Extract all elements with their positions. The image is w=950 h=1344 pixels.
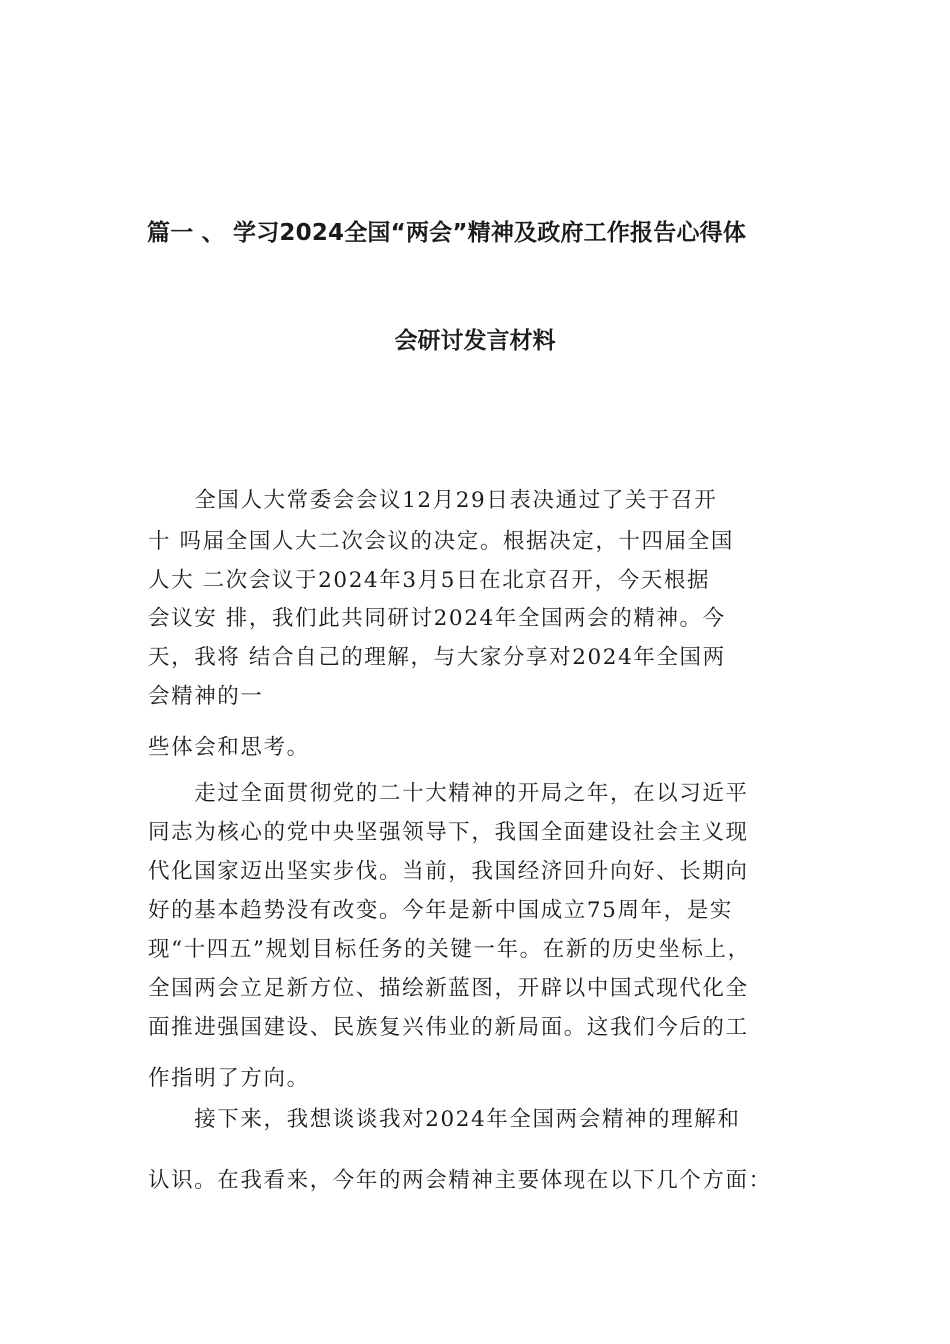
body-line: 会精神的一	[148, 684, 264, 709]
body-line: 天，我将 结合自己的理解，与大家分享对2024年全国两	[148, 645, 726, 670]
document-subtitle: 会研讨发言材料	[394, 328, 556, 354]
body-line: 好的基本趋势没有改变。今年是新中国成立75周年，是实	[148, 898, 733, 923]
body-line: 现“十四五”规划目标任务的关键一年。在新的历史坐标上，	[148, 937, 751, 962]
body-line: 代化国家迈出坚实步伐。当前，我国经济回升向好、长期向	[148, 859, 749, 884]
body-line: 全国两会立足新方位、描绘新蓝图，开辟以中国式现代化全	[148, 976, 749, 1001]
body-line: 十 吗届全国人大二次会议的决定。根据决定，十四届全国	[148, 529, 734, 554]
body-line: 全国人大常委会会议12月29日表决通过了关于召开	[148, 488, 718, 513]
body-line: 同志为核心的党中央坚强领导下，我国全面建设社会主义现	[148, 820, 749, 845]
body-line: 作指明了方向。	[148, 1066, 310, 1091]
body-line: 走过全面贯彻党的二十大精神的开局之年，在以习近平	[148, 781, 749, 806]
body-line: 人大 二次会议于2024年3月5日在北京召开，今天根据	[148, 568, 711, 593]
body-line: 接下来，我想谈谈我对2024年全国两会精神的理解和	[148, 1107, 741, 1132]
body-line: 会议安 排，我们此共同研讨2024年全国两会的精神。今	[148, 606, 726, 631]
body-line: 面推进强国建设、民族复兴伟业的新局面。这我们今后的工	[148, 1015, 749, 1040]
body-line: 认识。在我看来，今年的两会精神主要体现在以下几个方面：	[148, 1168, 772, 1193]
body-line: 些体会和思考。	[148, 735, 310, 760]
document-title: 篇一 、 学习2024全国“两会”精神及政府工作报告心得体	[147, 220, 747, 246]
